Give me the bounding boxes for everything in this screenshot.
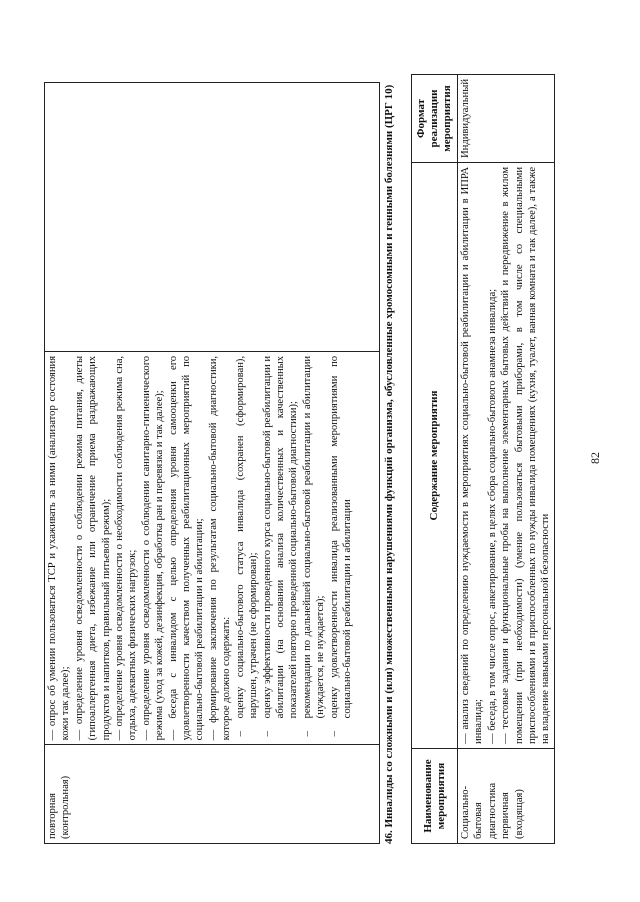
- page-number: 82: [588, 452, 602, 464]
- activity-format-cell: [45, 83, 380, 352]
- sub-item-text: рекомендации по дальнейшей социально-бытовой реабилитации и абилитации (нуждается, не нуждается);: [301, 355, 327, 719]
- continuation-table: [44, 82, 380, 844]
- activity-content-cell: [458, 162, 555, 748]
- activity-name-line: (контрольная): [60, 775, 72, 839]
- section-heading: 46. Инвалиды со сложными и (или) множественными нарушениями функций организма, обусловленные хромосомными и генными болезнями (ЦРГ 10): [383, 84, 395, 844]
- activity-name-line: Социально-бытовая: [460, 785, 485, 839]
- header-activity-name: Наименование мероприятия: [412, 749, 458, 844]
- content-paragraph: — определение уровня осведомленности о соблюдении режима питания, диеты (гипоаллергенная диета, избежание или ограничение приема раздражающих продуктов и напитков, правильный питьевой режим);: [73, 355, 112, 741]
- conclusion-sub-item: [234, 355, 261, 737]
- activity-format-cell: Индивидуальный: [458, 75, 555, 163]
- dash-bullet: –: [261, 731, 273, 737]
- header-activity-format: Формат реализации мероприятия: [412, 75, 458, 163]
- table-row: [458, 75, 555, 844]
- conclusion-sub-item: [328, 355, 355, 737]
- sub-item-text: оценку социально-бытового статуса инвалида (сохранен (сформирован), нарушен, утрачен (не сформирован);: [234, 355, 260, 719]
- activity-name-line: повторная: [47, 792, 58, 839]
- table-header-row: [412, 75, 458, 844]
- activity-name-cell: [45, 745, 380, 844]
- dash-bullet: –: [328, 731, 340, 737]
- table-row: [45, 83, 380, 844]
- content-paragraph: — беседа с инвалидом с целью определения уровня самооценки его удовлетворенности качеством полученных реабилитационных мероприятий по социально-бытовой реабилитации и абилитации;: [167, 355, 206, 741]
- content-paragraph: — беседа, в том числе опрос, анкетирование, в целях сбора социально-бытового анамнеза инвалида;: [486, 288, 498, 744]
- activities-table: [411, 74, 555, 844]
- content-paragraph: — формирование заключения по результатам социально-бытовой диагностики, которое должно содержать:: [207, 355, 233, 741]
- content-paragraph: — тестовые задания и функциональные пробы на выполнение элементарных бытовых действий и передвижение в жилом помещении (при необходимости) (умение пользоваться бытовыми приборами, в том числе со специальными приспособлениями и в приспособленных по нужды инвалида помещениях (кухня, туалет, ванная комната и так далее), а также на владение навыками персональной безопасности: [500, 166, 552, 744]
- sub-item-text: оценку эффективности проведенного курса социально-бытовой реабилитации и абилитации (на основании анализа количественных и качественных показателей повторно проведенной социально-бытовой диагностики);: [261, 355, 300, 719]
- activity-name-line: диагностика: [486, 782, 498, 839]
- activity-name-line: первичная: [500, 792, 512, 839]
- content-paragraph: — определение уровня осведомленности о соблюдении санитарно-гигиенического режима (уход за кожей, дезинфекция, обработка ран и перевязка и так далее);: [140, 355, 166, 741]
- activity-name-line: (входящая): [513, 789, 525, 839]
- dash-bullet: –: [234, 731, 246, 737]
- conclusion-sub-item: [301, 355, 328, 737]
- activity-name-cell: [458, 749, 555, 844]
- dash-bullet: –: [301, 731, 313, 737]
- activity-content-cell: [45, 351, 380, 744]
- content-paragraph: — определение уровня осведомленности о необходимости соблюдения режима сна, отдыха, адекватных физических нагрузок;: [114, 355, 139, 741]
- header-activity-content: Содержание мероприятия: [412, 162, 458, 748]
- content-paragraph: — анализ сведений по определению нуждаемости в мероприятиях социально-бытовой реабилитации и абилитации в ИПРА инвалида;: [460, 166, 485, 744]
- content-paragraph: — опрос об умении пользоваться ТСР и ухаживать за ними (анализатор состояния кожи так далее);: [47, 355, 72, 741]
- sub-item-text: оценку удовлетворенности инвалида реализованными мероприятиями по социально-бытовой реабилитации и абилитации: [328, 355, 353, 719]
- conclusion-sub-item: [261, 355, 301, 737]
